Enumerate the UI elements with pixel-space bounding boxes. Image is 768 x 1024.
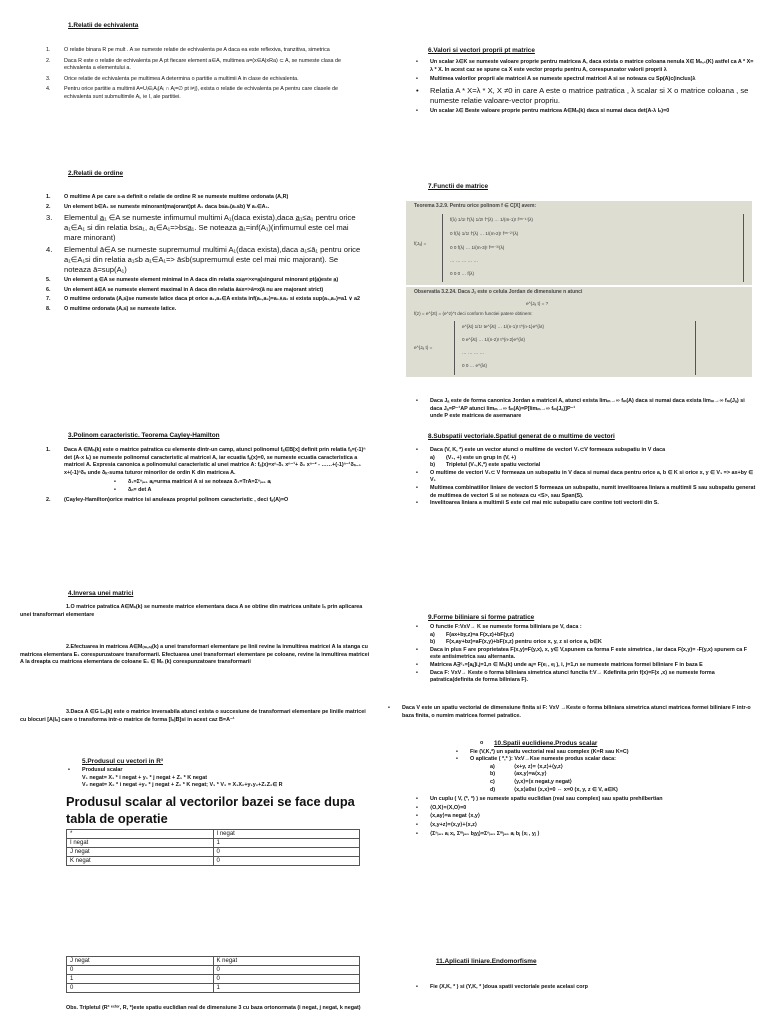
section-11-item-1: • Fie (X,K, * ) si (Y,K, * )doua spatii vectoriale peste acelasi corp	[416, 984, 588, 990]
basis-product-table-2	[66, 956, 360, 993]
section-6-list	[414, 59, 754, 117]
bullet-icon: •	[68, 767, 70, 773]
basis-product-table-1	[66, 829, 360, 866]
section-10-content	[414, 740, 756, 839]
section-1-item: 2. Daca R este o relatie de echivalenta pe A pt fiecare element a∈A, multimea a=(x∈A|xRa) ⊂ A, se numeste clasa de echivalenta a elementului a.	[46, 57, 342, 72]
table-row	[67, 975, 360, 984]
section-8-item-1: • Daca (V, K, *) este un vector atunci o multime de vectori V₁⊂V formeaza subspatiu in V daca	[416, 447, 666, 453]
section-2-list	[44, 194, 366, 316]
bullet-icon: •	[416, 500, 418, 507]
section-10-property: • Un cuplu ( V, (*, *) ) se numeste spatiu euclidian (real sau complex) sau spatiu prehilbertian	[416, 796, 663, 803]
table-cell: 1	[67, 975, 214, 984]
section-2-item: 6. Un element ā∈A se numeste element maximal in A daca din relatia ā≤x=>ā=x(ā nu are majorant strict)	[46, 286, 324, 293]
section-2-item: 3. Elementul a̲₁ ∈A se numeste infimumul multimi A₁(daca exista),daca a̲₁≤a₁ pentru orice a₁∈A₁ si din relatia b≤a₁, a₁∈A₁=>b≤a̲₁. Se noteaza a̲₁=inf(A₁)(infimumul este cel mai mare minorant)	[46, 213, 356, 243]
section-1-list	[44, 47, 364, 105]
section-10-title: o 10.Spatii euclidiene.Produs scalar	[480, 740, 598, 747]
bullet-icon: •	[416, 804, 418, 811]
section-5-heading: Produsul scalar al vectorilor bazei se face dupa tabla de operatie	[66, 794, 355, 826]
section-5-line-1: V₁ negat= X₁ * i negat + y₁ * j negat + Z₁ * K negat	[82, 774, 207, 781]
bullet-icon: •	[388, 705, 390, 711]
section-10-property: • ⟨O,X⟩=⟨X,O⟩=0	[416, 804, 467, 811]
section-7-after: unde P este matricea de asemanare	[430, 413, 522, 420]
table-row	[67, 857, 360, 866]
section-10-item-2: • O aplicatie ( *,* ): VxV→Kse numeste produs scalar daca:	[456, 756, 616, 763]
section-2-item: 8. O multime ordonata (A,≤) se numeste latice.	[46, 305, 177, 312]
section-2-title: 2.Relatii de ordine	[68, 170, 124, 177]
section-2-item: 4. Elementul ā∈A se numeste supremumul multimi A₁(daca exista),daca a₁≤ā₁ pentru orice a₁∈A₁si din relatia a₁≤b a₁∈A₁=> ā≤b(supremumul este cel mai mic majorant). Se noteaza ā=sup(A₁)	[46, 245, 361, 275]
section-3-sublist	[112, 479, 366, 494]
section-4-paragraph-1: 1.O matrice patratica A∈Mₙ(k) se numeste matrice elementara daca A se obtine din matricea unitate Iₙ prin aplicarea unei transformari elementare	[20, 604, 363, 618]
section-8-sub-a: a) (V₁, +) este un grup in (V, +)	[430, 454, 517, 461]
table-cell: J negat	[67, 848, 214, 857]
section-8-title: 8.Subspatii vectoriale.Spatiul generat de o multime de vectori	[428, 433, 615, 440]
table-cell: 1	[213, 839, 360, 848]
bullet-icon: •	[456, 748, 458, 755]
bullet-icon: •	[416, 813, 418, 820]
section-10-sub: a) ⟨x+y, z⟩= ⟨x,z⟩+⟨y,z⟩	[490, 763, 563, 770]
bullet-icon: •	[416, 984, 418, 990]
section-10-property: • ⟨x,ay⟩=a negat ⟨x,y⟩	[416, 813, 480, 820]
scanned-formula-image-2: Observatia 3.2.24. Daca Jₐ este o celula Jordan de dimensiune n atunci e^{Jₐ t} = ? f(z) = e^{zt} = (e^z)^t deci conform functiei patere obtinem: e^{Jₐ t} = e^{λt} 1/1! te^{λt} … 1/(n-1)! t^{n-1}e^{λt} 0 e^{λt} … 1/(n-2)! t^{n-2}e^{λt} … … … … 0 0 … e^{λt}	[406, 287, 752, 377]
table-row	[67, 839, 360, 848]
section-10-item-1: • Fie (V,K,*) un spatiu vectorial real sau complex (K=R sau K=C)	[456, 748, 629, 755]
section-6-item: • Un scalar λ∈K se numeste valoare proprie pentru matricea A, daca exista o matrice coloana nenula X∈ Mₙ,₁(K) astfel ca A * X= λ * X. In acest caz se spune ca X este vector propriu pentru A, corespunzator valorii proprii λ	[414, 59, 754, 74]
section-9-content	[414, 624, 756, 685]
section-4-paragraph-3: 3.Daca A ∈G Lₙ(k) este o matrice inversabila atunci exista o succesiune de transformari elementare pe liniile matricei cu blocuri [A|Iₙ] care o transforma intr-o matrice de forma [Iₙ|B]si in acest caz B=A⁻¹	[20, 709, 366, 723]
section-6-item: • Multimea valorilor proprii ale matricei A se numeste spectrul matricei A si se noteaza cu Sp(A)c(inclus)λ	[414, 76, 754, 84]
table-row	[67, 848, 360, 857]
table-row	[67, 957, 360, 966]
bullet-icon: •	[416, 484, 418, 491]
section-2-item: 5. Un element a̲ ∈A se numeste element minimal in A daca din relatia x≤a̲=>x=a̲(singurul minorant pt(a̲)este a̲)	[46, 277, 339, 284]
section-9-item-1: • O functie F:VxV→ K se numeste forma biliniara pe V, daca :	[416, 624, 582, 630]
bullet-icon: •	[416, 646, 418, 653]
section-8-item-2: • O multime de vectori V₁⊂ V formeaza un subspatiu in V daca si numai daca pentru orice a, b ∈ K si orice x, y ∈ V₁ => ax+by ∈ V₁	[416, 469, 754, 484]
table-cell: 0	[213, 966, 360, 975]
section-3-item-2: 2. (Cayley-Hamilton)orice matrice isi anuleaza propriul polinom caracteristic , deci fₐ(A)=O	[46, 496, 289, 503]
table-cell: I negat	[213, 830, 360, 839]
section-8-sub-b: b) Tripletul (V₁,K,*) este spatiu vectorial	[430, 462, 541, 469]
table-cell: 0	[213, 857, 360, 866]
section-2-item: 1. O multime A pe care s-a definit o relatie de ordine R se numeste multime ordonata (A,R)	[46, 194, 289, 200]
bullet-icon: •	[416, 469, 418, 476]
section-6-item: • Un scalar λ∈ Beste valoare proprie pentru matricea A∈Mₙ(k) daca si numai daca det(A-λ Iₙ)=0	[414, 108, 754, 116]
bullet-icon: •	[416, 447, 418, 453]
section-4-title: 4.Inversa unei matrici	[68, 590, 134, 597]
section-8-item-3: • Multimea combinatiilor liniare de vectori S formeaza un subspatiu, numit invelitoarea liniara a multimii S sau subspatiu generat de multimea de vectori S si se noteaza cu <S>, sau Span(S).	[416, 484, 756, 499]
section-9-item-3: • Matricea Aᴟᵉ₁=[aᵢⱼ]i,j=1,n ∈ Mₙ(k) unde aᵢⱼ= F(eᵢ , eⱼ ), i, j=1,n se numeste matricea formei biliniare F in baza E	[416, 661, 703, 668]
table-row	[67, 830, 360, 839]
section-10-property: • ⟨Σⁿᵢ₌₁ aᵢ xᵢ, Σᵐⱼ₌₁ bⱼyⱼ⟩=Σⁿᵢ₌₁ Σᵐⱼ₌₁ aᵢ bⱼ ⟨xᵢ , yⱼ ⟩	[416, 830, 540, 837]
bullet-icon: •	[416, 796, 418, 803]
table-cell: 0	[67, 984, 214, 993]
bullet-icon: •	[416, 821, 418, 828]
table-cell: 0	[213, 848, 360, 857]
bullet-icon: •	[416, 661, 418, 668]
section-11-content	[414, 984, 756, 992]
section-10-sublist	[414, 764, 756, 794]
table-row	[67, 984, 360, 993]
bullet-icon: •	[416, 669, 418, 676]
table-cell: K negat	[67, 857, 214, 866]
section-5-content	[66, 767, 366, 790]
section-7-bullet: • Daca Jₐ este de forma canonica Jordan a matricei A, atunci exista limₘ→∞ fₘ(A) daca si numai daca exista limₘ→∞ fₘ(Jₐ) si daca Jₐ=P⁻¹AP atunci limₘ→∞ fₘ(A)=P[limₘ→∞ fₘ(Jₐ)]P⁻¹ unde P este matricea de asemanare	[414, 398, 754, 421]
table-cell: 0	[67, 966, 214, 975]
section-5-line-2: V₂ negat= X₂ * i negat +y₂ * j negat + Z₂ * K negat; V₁ * V₂ = X₁X₂+y₁y₂+Z₁Z₂∈ R	[82, 782, 283, 789]
section-8-item-4: • Invelitoarea liniara a multimii S este cel mai mic subspatiu care contine toti vectorii din S.	[416, 500, 659, 507]
section-6-item: • Relatia A * X=λ * X, X ≠0 in care A este o matrice patratica , λ scalar si X o matrice coloana , se numeste relatie valoare-vector propriu.	[414, 86, 754, 106]
section-9-sub-b: b) F(x,ay+bz)=aF(x,y)+bF(x,z) pentru orice x, y, z si orice a, b∈K	[430, 639, 602, 646]
table-cell: 0	[213, 975, 360, 984]
table-cell: J negat	[67, 957, 214, 966]
table-cell: 1	[213, 984, 360, 993]
section-1-item: 1. O relatie binara R pe mult . A se numeste relatie de echivalenta pe A daca ea este reflexiva, tranzitiva, simetrica	[46, 47, 330, 53]
section-10-sub: d) ⟨x,x⟩≥0si ⟨x,x⟩=0 ⇔ x=0 (x, y, z ∈ V, a∈K)	[490, 786, 618, 793]
section-3-sub-2: • δₙ= det A	[112, 487, 366, 495]
section-10-sub: c) ⟨y,x⟩=⟨x negat,y negat⟩	[490, 778, 572, 785]
table-cell: I negat	[67, 839, 214, 848]
section-3-item-1: 1. Daca A ∈Mₙ(k) este o matrice patratica cu elemente dintr-un camp, atunci polinomul fₐ∈B[x] definit prin relatia fₐ=(-1)ⁿ det (A-x Iₙ) se numeste polinomul caracteristic al matricei A, iar ecuatia fₐ(x)=0, se numeste ecuatia caracteristica a matricei A. Expresia canonica a polinomului caracteristic al unei matrice A: fₐ(x)=xⁿ-δ₁ xⁿ⁻¹+ δ₂ xⁿ⁻² - ……+(-1)ⁿ⁻¹δₙ₋₁ x+(-1)ⁿδₙ unde δₖ-suma tuturor minorilor de ordin K din matricea A.	[46, 447, 366, 476]
section-10-properties	[414, 796, 756, 838]
bullet-icon: •	[416, 398, 418, 404]
table-cell: *	[67, 830, 214, 839]
section-9-sub-a: a) F(ax+by,z)=a F(x,z)+bF(y,z)	[430, 631, 514, 638]
section-5-bullet: • Produsul scalar	[68, 767, 123, 773]
bullet-icon: •	[416, 624, 418, 630]
section-9-item-2: • Daca in plus F are proprietatea F(x,y)=F(y,x), x, y∈ V,spunem ca forma F este simetrica , iar daca F(x,y)= -F(y,x) spunem ca F este antisimetrica sau alternanta.	[416, 646, 748, 661]
section-9-title: 9.Forme biliniare si forme patratice	[428, 614, 535, 621]
section-10-sub: b) ⟨ax,y⟩=a⟨x,y⟩	[490, 771, 547, 778]
section-2-item: 7. O multime ordonata (A,≤)se numeste latice daca pt orice a₁,a₂∈A exista inf(a₁,a₂)=a₁∧a₂ si exista sup(a₁,a₂)=a1 ∨ a2	[46, 296, 360, 303]
section-9-outer-item: • Daca V este un spatiu vectorial de dimensiune finita si F: VxV →Keste o forma biliniara simetrica atunci matricea formei biliniare F intr-o baza finita, o numim matricea formei patratice.	[388, 705, 751, 719]
scanned-formula-image-1: Teorema 3.2.9. Pentru orice polinom f ∈ C[X] avem: f(Jₐ) = f(λ) 1/1! f'(λ) 1/2! f''(λ) … 1/(m-1)! f⁽ᵐ⁻¹⁾(λ) 0 f(λ) 1/1! f'(λ) … 1/(m-2)! f⁽ᵐ⁻²⁾(λ) 0 0 f(λ) … 1/(m-3)! f⁽ᵐ⁻³⁾(λ) … … … … … 0 0 0 … f(λ)	[406, 201, 752, 285]
section-10-property: • ⟨x,y+z⟩=⟨x,y⟩+⟨x,z⟩	[416, 821, 477, 828]
section-11-title: 11.Aplicatii liniare.Endomorfisme	[436, 958, 537, 965]
bullet-icon: •	[416, 830, 418, 837]
section-1-title: 1.Relatii de echivalenta	[68, 22, 139, 29]
section-6-title: 6.Valori si vectori proprii pt matrice	[428, 47, 535, 54]
bullet-icon: •	[456, 756, 458, 763]
section-3-sub-1: • δ₁=Σⁿᵢ₌₁ aᵢᵢ=urma matricei A si se noteaza δ₁=TrA=Σⁿᵢ₌₁ aᵢ	[112, 479, 366, 487]
section-7-title: 7.Functii de matrice	[428, 183, 489, 190]
section-4-paragraph-2: 2.Efectuarea in matricea A∈M₍ₘ,ₙ₎(k) a unei transformari elementare pe linii revine la inmultirea matricei A la stanga cu matricea elementara E₁ corespunzatoare transformarii. Efectuarea unei transformari elementare pe coloane, revine la inmultirea matricei A la dreapta cu matricea elementara de coloane E₁ ∈ Mₙ (k) corespunzatoare transformarii	[20, 644, 370, 666]
section-5-note: Obs. Tripletul (R³ ᵉᶜᵗᵒʳ, R, *)este spatiu euclidian real de dimensiune 3 cu baza ortonormata (i negat, j negat, k negat)	[66, 1005, 361, 1011]
section-9-item-4: • Daca F: VxV→ Keste o forma biliniara simetrica atunci functia f:V→ Kdefinita prin f(x)=F(x ,x) se numeste forma patratica(definita de forma biliniara F).	[416, 669, 715, 684]
section-2-item: 2. Un element b∈A₁ se numeste minorant(majorant)pt A₁ daca b≤a₁(a₁≤b) ∀ a₁∈A₁.	[46, 203, 270, 210]
section-3-title: 3.Polinom caracteristic. Teorema Cayley-Hamilton	[68, 432, 220, 439]
table-cell: K negat	[213, 957, 360, 966]
matrix-bracket	[454, 321, 696, 375]
section-8-content	[414, 447, 756, 508]
section-1-item: 3. Orice relatie de echivalenta pe multimea A determina o partitie a multimii A in clase de echivalenta.	[46, 75, 299, 82]
table-row	[67, 966, 360, 975]
section-3-content	[44, 447, 366, 504]
section-1-item: 4. Pentru orice partitie a multimii A=Uᵢ∈ᵢAᵢ(Aᵢ ∩ Aⱼ=∅ pt i≠j), exista o relatie de echivalenta pe A pentru care clasele de echivalenta sunt submultimile Aᵢ, ie I, ale partitiei.	[46, 86, 339, 100]
section-5-title: 5.Produsul cu vectori in R³	[82, 758, 163, 765]
